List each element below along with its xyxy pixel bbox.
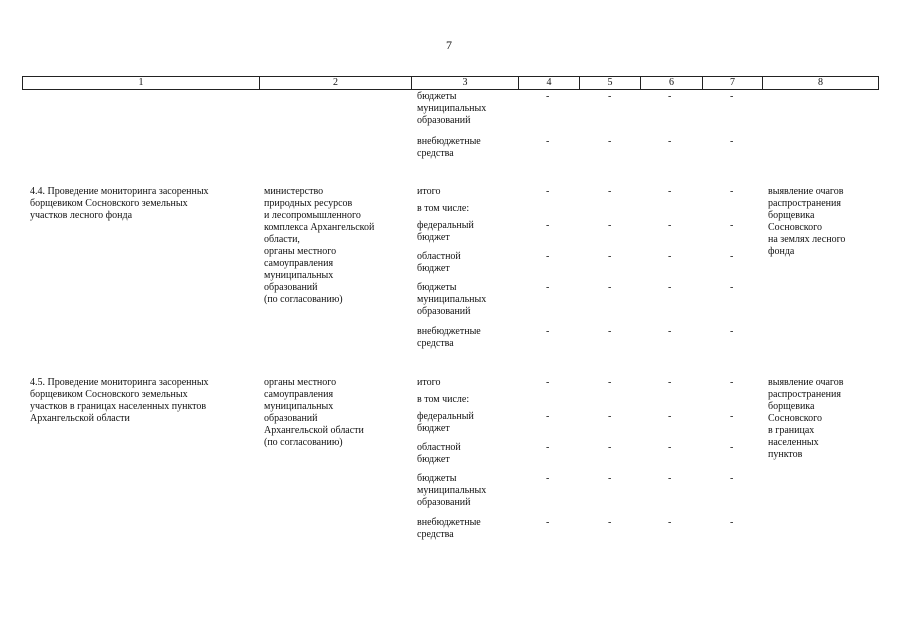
funding-value: - — [608, 282, 612, 293]
funding-value: - — [730, 220, 734, 231]
funding-value: - — [546, 473, 550, 484]
funding-value: - — [668, 91, 672, 102]
funding-value: - — [730, 136, 734, 147]
header-col-5: 5 — [580, 77, 641, 89]
funding-value: - — [730, 91, 734, 102]
funding-source-label: внебюджетные средства — [417, 517, 481, 540]
funding-value: - — [730, 326, 734, 337]
funding-value: - — [546, 186, 550, 197]
header-col-6: 6 — [641, 77, 703, 89]
funding-value: - — [730, 442, 734, 453]
header-col-8: 8 — [818, 77, 823, 88]
funding-value: - — [730, 411, 734, 422]
header-col-4: 4 — [519, 77, 580, 89]
funding-value: - — [668, 517, 672, 528]
funding-value: - — [546, 136, 550, 147]
funding-value: - — [730, 282, 734, 293]
header-col-3: 3 — [412, 77, 519, 89]
funding-value: - — [546, 91, 550, 102]
funding-value: - — [608, 411, 612, 422]
funding-value: - — [730, 473, 734, 484]
funding-value: - — [730, 377, 734, 388]
funding-value: - — [546, 251, 550, 262]
funding-source-label: в том числе: — [417, 394, 470, 405]
funding-value: - — [730, 251, 734, 262]
executor-text: органы местного самоуправления муниципальных образований Архангельской области (по согласованию) — [264, 377, 364, 448]
funding-value: - — [730, 517, 734, 528]
funding-value: - — [608, 442, 612, 453]
funding-source-label: областной бюджет — [417, 251, 461, 274]
funding-value: - — [608, 377, 612, 388]
funding-value: - — [608, 136, 612, 147]
funding-value: - — [668, 326, 672, 337]
funding-source-label: федеральный бюджет — [417, 220, 474, 243]
funding-value: - — [608, 220, 612, 231]
funding-value: - — [668, 442, 672, 453]
funding-source-label: внебюджетные средства — [417, 136, 481, 159]
funding-source-label: внебюджетные средства — [417, 326, 481, 349]
funding-value: - — [546, 442, 550, 453]
result-text: выявление очагов распространения борщевика Сосновского на землях лесного фонда — [768, 186, 846, 257]
result-text: выявление очагов распространения борщевика Сосновского в границах населенных пунктов — [768, 377, 844, 460]
funding-value: - — [546, 282, 550, 293]
page-number: 7 — [446, 38, 452, 52]
funding-source-label: итого — [417, 377, 441, 388]
funding-value: - — [546, 377, 550, 388]
funding-value: - — [546, 411, 550, 422]
funding-value: - — [608, 473, 612, 484]
funding-value: - — [668, 282, 672, 293]
funding-value: - — [546, 326, 550, 337]
funding-value: - — [608, 251, 612, 262]
funding-source-label: областной бюджет — [417, 442, 461, 465]
funding-source-label: в том числе: — [417, 203, 470, 214]
funding-value: - — [546, 220, 550, 231]
section-title: 4.4. Проведение мониторинга засоренных борщевиком Сосновского земельных участков лесного фонда — [30, 186, 209, 221]
funding-value: - — [668, 136, 672, 147]
funding-value: - — [668, 411, 672, 422]
funding-value: - — [608, 326, 612, 337]
funding-value: - — [668, 251, 672, 262]
funding-source-label: федеральный бюджет — [417, 411, 474, 434]
funding-value: - — [668, 186, 672, 197]
funding-value: - — [668, 220, 672, 231]
funding-value: - — [730, 186, 734, 197]
funding-source-label: бюджеты муниципальных образований — [417, 473, 487, 508]
funding-value: - — [668, 377, 672, 388]
table-header — [22, 76, 879, 90]
funding-source-label: итого — [417, 186, 441, 197]
funding-value: - — [668, 473, 672, 484]
funding-source-label: бюджеты муниципальных образований — [417, 282, 487, 317]
header-col-7: 7 — [703, 77, 763, 89]
section-title: 4.5. Проведение мониторинга засоренных борщевиком Сосновского земельных участков в границах населенных пунктов Архангельской области — [30, 377, 209, 424]
funding-value: - — [608, 91, 612, 102]
funding-value: - — [608, 186, 612, 197]
funding-source-label: бюджеты муниципальных образований — [417, 91, 487, 126]
header-col-2: 2 — [260, 77, 412, 89]
funding-value: - — [608, 517, 612, 528]
executor-text: министерство природных ресурсов и лесопромышленного комплекса Архангельской области, органы местного самоуправления муниципальных образований (по согласованию) — [264, 186, 375, 305]
header-col-1: 1 — [23, 77, 260, 89]
funding-value: - — [546, 517, 550, 528]
